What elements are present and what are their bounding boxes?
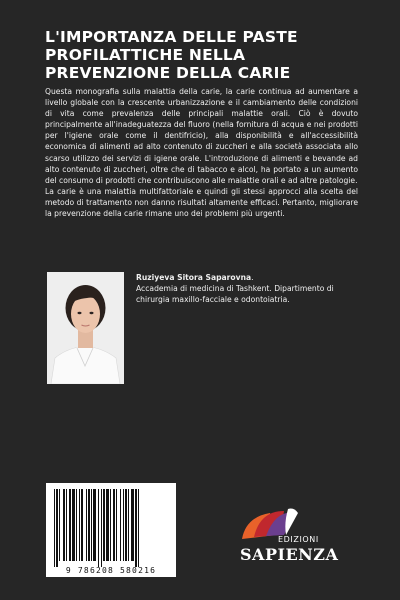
publisher-edizioni: EDIZIONI	[278, 535, 319, 544]
isbn-barcode	[46, 483, 176, 577]
author-photo	[47, 272, 124, 384]
author-affiliation: Accademia di medicina di Tashkent. Dipartimento di chirurgia maxillo-facciale e odontoiatria.	[136, 284, 334, 304]
title-line: L'IMPORTANZA DELLE PASTE	[45, 28, 298, 46]
blurb	[45, 86, 358, 219]
author-name-period: .	[251, 273, 254, 282]
isbn-number: 9 786208 580216	[65, 566, 157, 575]
blurb-paragraph: Questa monografia sulla malattia della carie, la carie continua ad aumentare a livello globale con la crescente urbanizzazione e il cambiamento delle condizioni di vita come prevalenza delle principali malattie orali. Ciò è dovuto principalmente all'inadeguatezza del fluoro (nella fornitura di acqua e nei prodotti per l'igiene orale come il dentifricio), alla disponibilità e all'accessibilità economica di alimenti ad alto contenuto di zuccheri e alla società associata allo scarso utilizzo dei servizi di igiene orale. L'introduzione di alimenti e bevande ad alto contenuto di zuccheri, oltre che di tabacco e alcol, ha portato a un aumento del consumo di prodotti che contribuiscono alle malattie orali e ad altre patologie.	[45, 87, 358, 185]
book-title	[45, 28, 365, 82]
title-line: PREVENZIONE DELLA CARIE	[45, 64, 291, 82]
author-info	[136, 272, 361, 305]
title-line: PROFILATTICHE NELLA	[45, 46, 246, 64]
publisher-logo	[240, 505, 350, 575]
blurb-paragraph: La carie è una malattia multifattoriale e quindi gli stessi approcci alla scelta del metodo di trattamento non danno risultati altamente efficaci. Pertanto, migliorare la prevenzione della carie rimane uno dei problemi più urgenti.	[45, 186, 358, 219]
author-name: Ruziyeva Sitora Saparovna	[136, 273, 252, 282]
publisher-name: SAPIENZA	[240, 545, 339, 564]
